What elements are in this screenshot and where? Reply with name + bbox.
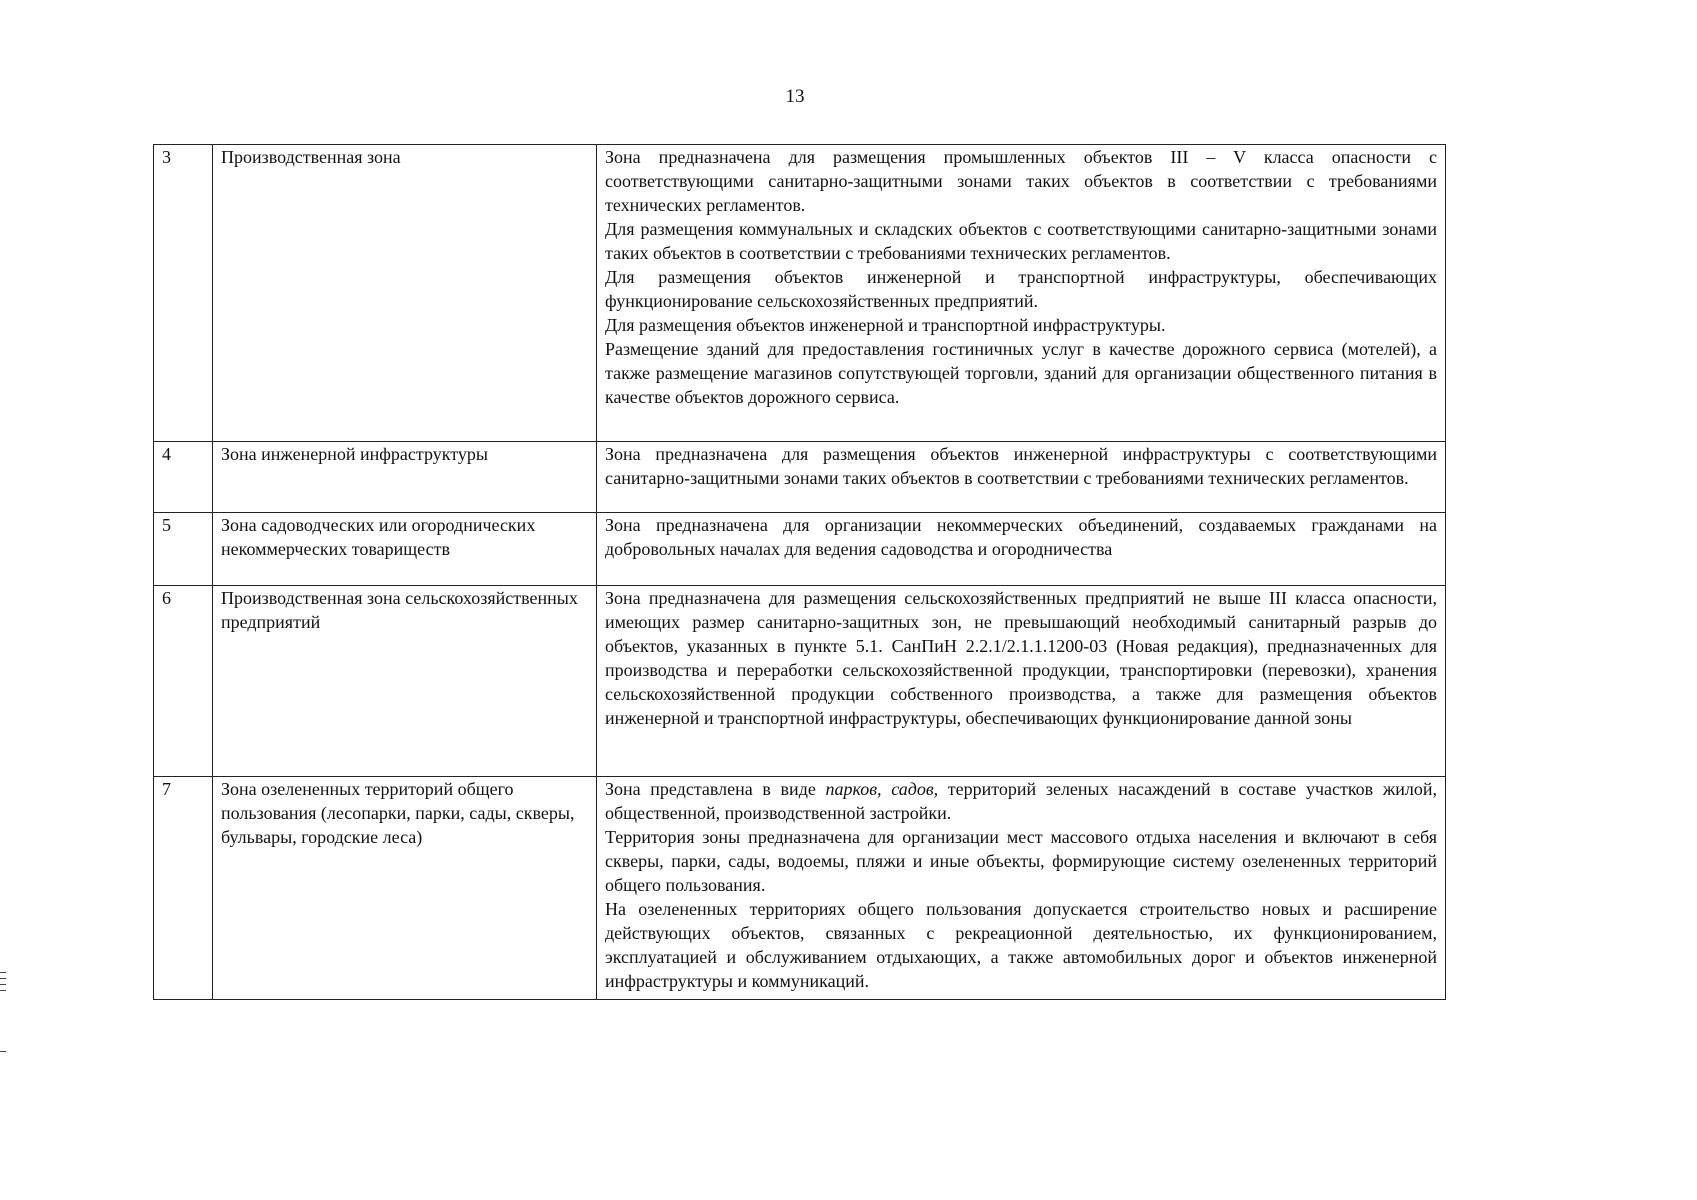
row-number: 4 — [154, 442, 213, 513]
description-paragraph: Для размещения объектов инженерной и транспортной инфраструктуры. — [605, 315, 1166, 335]
margin-tick — [0, 978, 6, 979]
zone-description — [597, 145, 1446, 442]
zone-name: Зона садоводческих или огороднических некоммерческих товариществ — [213, 513, 597, 586]
zone-name: Зона инженерной инфраструктуры — [213, 442, 597, 513]
description-paragraph — [605, 777, 1437, 825]
scan-margin-marks — [0, 972, 6, 1057]
description-paragraph: Зона предназначена для организации некоммерческих объединений, создаваемых гражданами на добровольных началах для ведения садоводства и огородничества — [605, 515, 1437, 559]
paragraph-tail: территорий зеленых насаждений в составе участков жилой, общественной, производственной застройки. — [605, 779, 1438, 823]
table-row — [154, 145, 1446, 442]
description-paragraph: На озелененных территориях общего пользования допускается строительство новых и расширение действующих объектов, связанных с рекреационной деятельностью, их функционированием, эксплуатацией и обслуживанием отдыхающих, а также автомобильных дорог и объектов инженерной инфраструктуры и коммуникаций. — [605, 899, 1437, 991]
zone-description — [597, 513, 1446, 586]
zone-description — [597, 442, 1446, 513]
zone-name: Производственная зона — [213, 145, 597, 442]
row-number: 5 — [154, 513, 213, 586]
row-number: 7 — [154, 777, 213, 1000]
paragraph-lead: Зона представлена в виде — [605, 779, 826, 799]
description-paragraph: Для размещения коммунальных и складских объектов с соответствующими санитарно-защитными зонами таких объектов в соответствии с требованиями технических регламентов. — [605, 219, 1437, 263]
description-paragraph: Территория зоны предназначена для организации мест массового отдыха населения и включают в себя скверы, парки, сады, водоемы, пляжи и иные объекты, формирующие систему озелененных территорий общего пользования. — [605, 827, 1437, 895]
zone-name: Производственная зона сельскохозяйственных предприятий — [213, 586, 597, 777]
row-number: 6 — [154, 586, 213, 777]
description-paragraph: Размещение зданий для предоставления гостиничных услуг в качестве дорожного сервиса (мотелей), а также размещение магазинов сопутствующей торговли, зданий для организации общественного питания в качестве объектов дорожного сервиса. — [605, 339, 1437, 407]
page-number: 13 — [785, 86, 805, 107]
margin-tick — [0, 1051, 6, 1052]
description-paragraph: Зона предназначена для размещения сельскохозяйственных предприятий не выше III класса опасности, имеющих размер санитарно-защитных зон, не превышающий необходимый санитарный разрыв до объектов, указанных в пункте 5.1. СанПиН 2.2.1/2.1.1.1200-03 (Новая редакция), предназначенных для производства и переработки сельскохозяйственной продукции, транспортировки (перевозки), хранения сельскохозяйственной продукции собственного производства, а также для размещения объектов инженерной и транспортной инфраструктуры, обеспечивающих функционирование данной зоны — [605, 588, 1437, 728]
zone-name: Зона озелененных территорий общего пользования (лесопарки, парки, сады, скверы, бульвары, городские леса) — [213, 777, 597, 1000]
description-paragraph: Для размещения объектов инженерной и транспортной инфраструктуры, обеспечивающих функционирование сельскохозяйственных предприятий. — [605, 267, 1437, 311]
margin-tick — [0, 984, 6, 985]
margin-tick — [0, 972, 6, 973]
table-row — [154, 442, 1446, 513]
row-number: 3 — [154, 145, 213, 442]
table-row — [154, 777, 1446, 1000]
table-row — [154, 513, 1446, 586]
margin-tick — [0, 990, 6, 991]
description-paragraph: Зона предназначена для размещения промышленных объектов III – V класса опасности с соответствующими санитарно-защитными зонами таких объектов в соответствии с требованиями технических регламентов. — [605, 147, 1437, 215]
description-paragraph: Зона предназначена для размещения объектов инженерной инфраструктуры с соответствующими санитарно-защитными зонами таких объектов в соответствии с требованиями технических регламентов. — [605, 444, 1437, 488]
zone-description — [597, 777, 1446, 1000]
paragraph-italic: парков, садов, — [825, 779, 939, 799]
zones-table — [153, 144, 1446, 1000]
table-row — [154, 586, 1446, 777]
zone-description — [597, 586, 1446, 777]
